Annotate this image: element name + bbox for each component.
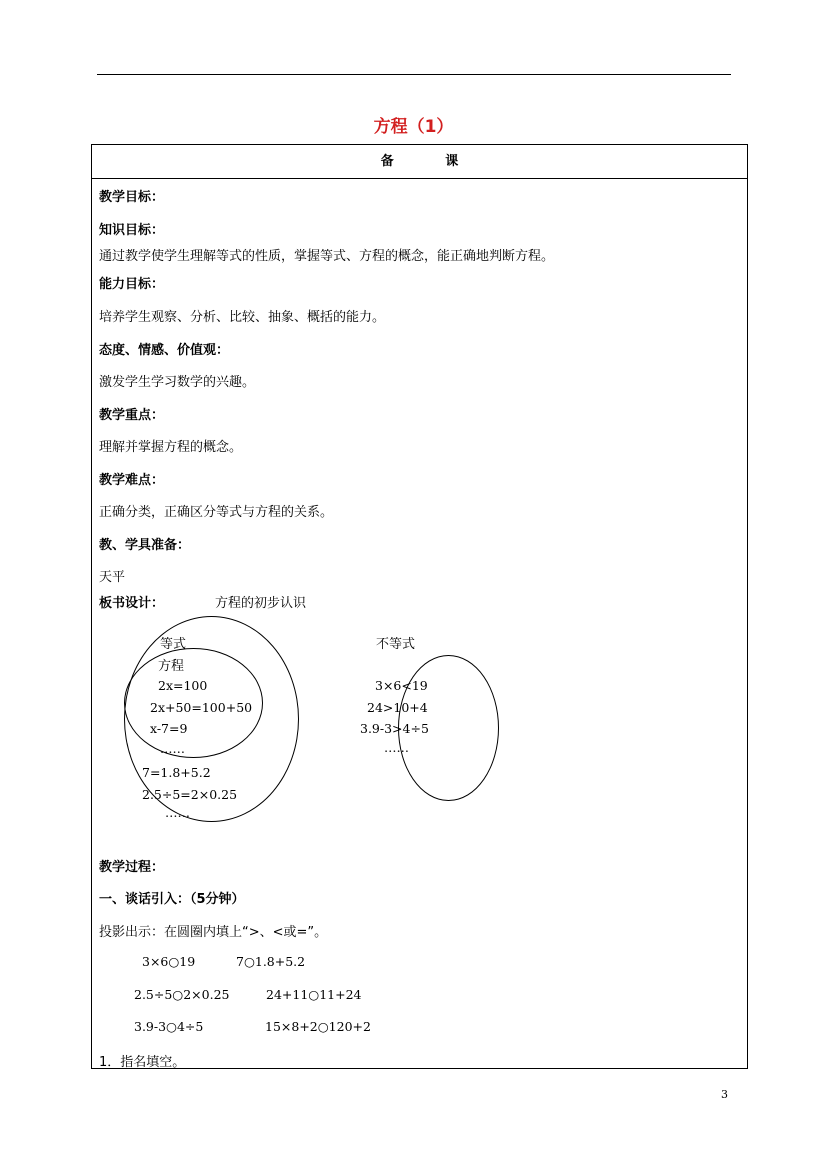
equality-label: 等式: [160, 637, 187, 652]
inequality-item: 3×6<19: [375, 678, 428, 693]
key-heading: 教学重点：: [99, 408, 165, 423]
header-left: 备: [380, 154, 394, 169]
inequality-item: 3.9-3>4÷5: [360, 721, 429, 736]
exercise-item: 2.5÷5○2×0.25: [134, 987, 230, 1002]
inequality-item: 24>10+4: [367, 700, 428, 715]
equation-item: ……: [160, 741, 185, 756]
difficulty-text: 正确分类，正确区分等式与方程的关系。: [99, 505, 334, 520]
header-right: 课: [445, 154, 459, 169]
step1-heading: 一、谈话引入：（5分钟）: [99, 892, 245, 907]
exercise-item: 15×8+2○120+2: [265, 1019, 371, 1034]
equation-item: 2x+50=100+50: [150, 700, 253, 715]
item-1: 1．指名填空。: [99, 1055, 186, 1070]
tools-heading: 教、学具准备：: [99, 538, 191, 553]
difficulty-heading: 教学难点：: [99, 473, 165, 488]
page-number: 3: [721, 1088, 728, 1101]
knowledge-text: 通过教学使学生理解等式的性质，掌握等式、方程的概念，能正确地判断方程。: [99, 249, 555, 264]
equation-label: 方程: [158, 659, 185, 674]
equality-item: 2.5÷5=2×0.25: [142, 787, 238, 802]
header-rule: [97, 74, 731, 75]
page-title: 方程（1）: [373, 117, 454, 137]
exercise-item: 3.9-3○4÷5: [134, 1019, 204, 1034]
key-text: 理解并掌握方程的概念。: [99, 440, 243, 455]
board-subtitle: 方程的初步认识: [215, 596, 307, 611]
board-heading: 板书设计：: [99, 596, 165, 611]
step1-text: 投影出示：在圆圈内填上“>、<或=”。: [99, 925, 328, 940]
ability-text: 培养学生观察、分析、比较、抽象、概括的能力。: [99, 310, 386, 325]
ability-heading: 能力目标：: [99, 277, 165, 292]
exercise-item: 3×6○19: [142, 954, 196, 969]
tools-text: 天平: [99, 570, 126, 585]
attitude-text: 激发学生学习数学的兴趣。: [99, 375, 256, 390]
table-header: [92, 145, 747, 179]
equality-item: ……: [165, 805, 190, 820]
process-heading: 教学过程：: [99, 860, 165, 875]
equation-item: x-7=9: [150, 721, 188, 736]
attitude-heading: 态度、情感、价值观：: [99, 343, 230, 358]
knowledge-heading: 知识目标：: [99, 223, 165, 238]
exercise-item: 24+11○11+24: [266, 987, 362, 1002]
exercise-item: 7○1.8+5.2: [236, 954, 306, 969]
goals-heading: 教学目标：: [99, 190, 165, 205]
inequality-item: ……: [384, 740, 409, 755]
equality-item: 7=1.8+5.2: [142, 765, 211, 780]
inequality-label: 不等式: [376, 637, 416, 652]
equation-item: 2x=100: [158, 678, 208, 693]
